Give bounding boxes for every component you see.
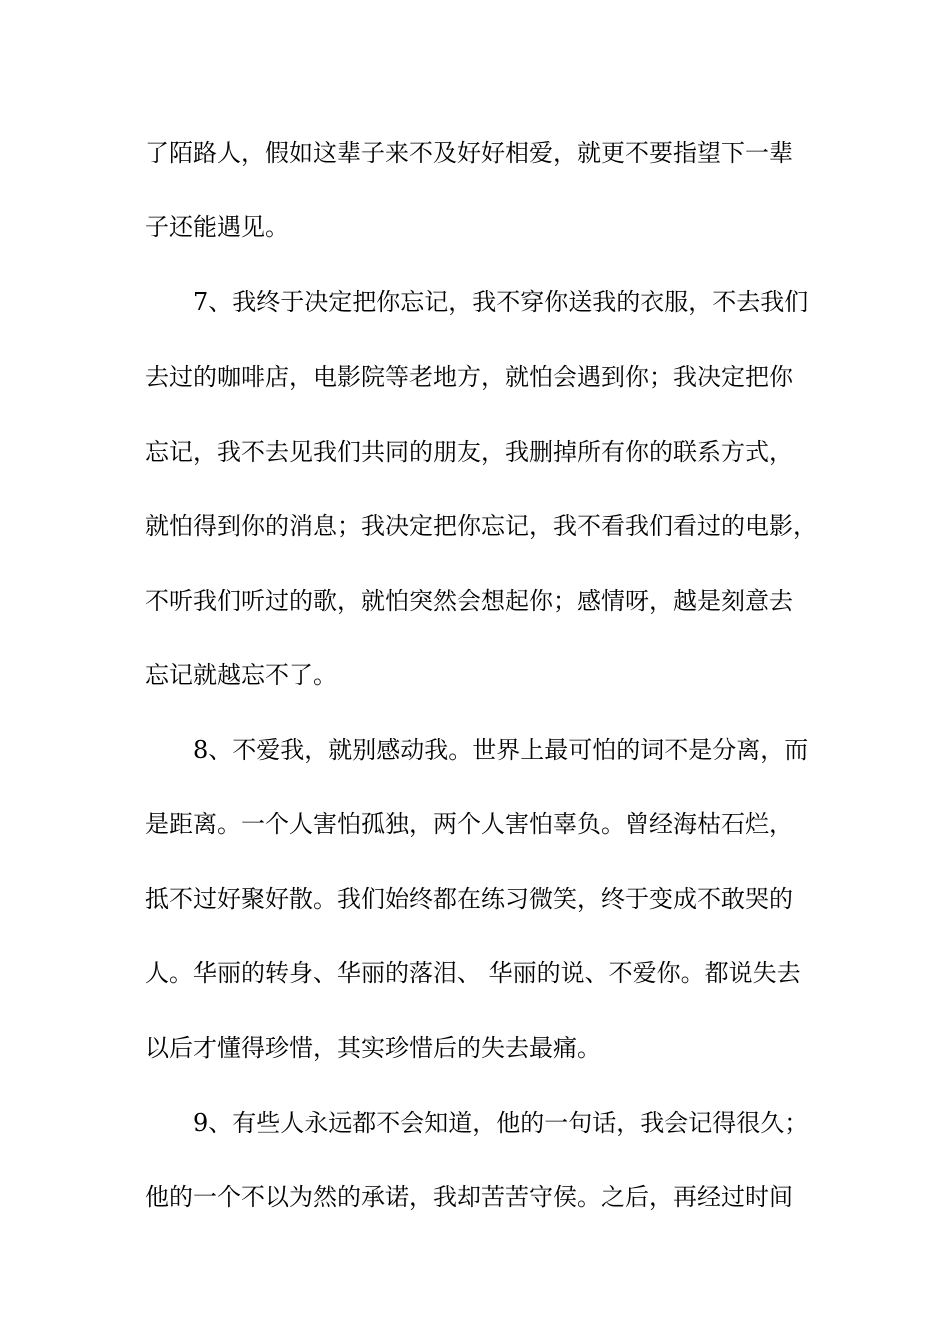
text-line: 去过的咖啡店，电影院等老地方，就怕会遇到你；我决定把你 (145, 363, 793, 391)
text-line: 他的一个不以为然的承诺，我却苦苦守侯。之后，再经过时间 (145, 1183, 793, 1211)
text-line: 抵不过好聚好散。我们始终都在练习微笑，终于变成不敢哭的 (145, 885, 793, 913)
text-line: 忘记就越忘不了。 (145, 661, 337, 689)
text-line: 忘记，我不去见我们共同的朋友，我删掉所有你的联系方式， (145, 438, 793, 466)
text-line: 了陌路人，假如这辈子来不及好好相爱，就更不要指望下一辈 (145, 139, 793, 167)
text-line: 人。华丽的转身、华丽的落泪、 华丽的说、不爱你。都说失去 (145, 959, 801, 987)
text-line: 子还能遇见。 (145, 213, 289, 241)
text-line: 就怕得到你的消息；我决定把你忘记，我不看我们看过的电影， (145, 512, 817, 540)
paragraph-start-line: 7、我终于决定把你忘记，我不穿你送我的衣服，不去我们 (193, 288, 809, 316)
text-line: 以后才懂得珍惜，其实珍惜后的失去最痛。 (145, 1034, 601, 1062)
paragraph-start-line: 8、不爱我，就别感动我。世界上最可怕的词不是分离，而 (193, 736, 809, 764)
paragraph-start-line: 9、有些人永远都不会知道，他的一句话，我会记得很久； (193, 1109, 809, 1137)
text-line: 是距离。一个人害怕孤独，两个人害怕辜负。曾经海枯石烂， (145, 810, 793, 838)
text-line: 不听我们听过的歌，就怕突然会想起你；感情呀，越是刻意去 (145, 587, 793, 615)
